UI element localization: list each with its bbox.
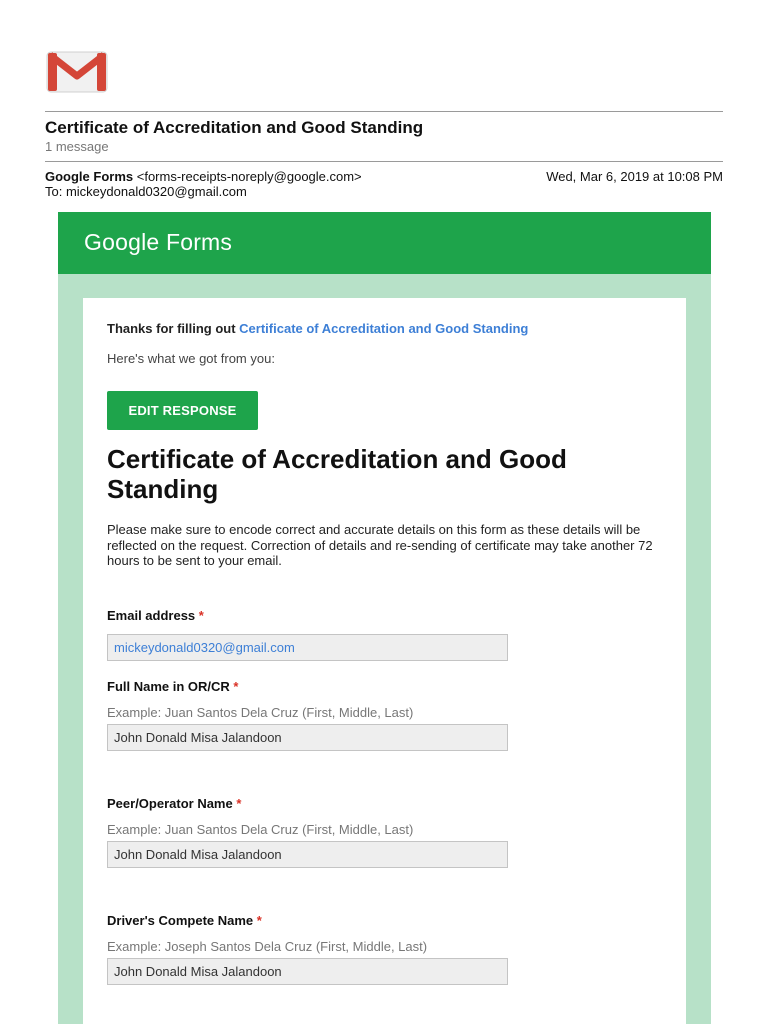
- gmail-envelope-icon: [46, 50, 108, 94]
- answer-box-driver-name: John Donald Misa Jalandoon: [107, 958, 508, 985]
- required-asterisk: *: [256, 913, 262, 928]
- question-label: [107, 913, 262, 928]
- forms-banner: [58, 212, 711, 274]
- form-title: Certificate of Accreditation and Good Standing: [107, 444, 567, 504]
- email-date: Wed, Mar 6, 2019 at 10:08 PM: [546, 169, 723, 184]
- form-description: Please make sure to encode correct and accurate details on this form as these details will be reflected on the request. Correction of details and re-sending of certificate may take another 72 hours to be sent to your email.: [107, 522, 653, 568]
- question-label-text: Full Name in OR/CR: [107, 679, 230, 694]
- message-count: 1 message: [45, 139, 109, 154]
- question-hint: Example: Juan Santos Dela Cruz (First, Middle, Last): [107, 822, 414, 837]
- sender-address: <forms-receipts-noreply@google.com>: [136, 169, 362, 184]
- sender-name: Google Forms: [45, 169, 134, 184]
- question-hint: Example: Juan Santos Dela Cruz (First, Middle, Last): [107, 705, 414, 720]
- question-label: [107, 796, 241, 811]
- required-asterisk: *: [198, 608, 204, 623]
- header-divider: [45, 111, 723, 112]
- got-line: Here's what we got from you:: [107, 351, 275, 366]
- forms-email-frame: [58, 212, 711, 1024]
- question-label-text: Driver's Compete Name: [107, 913, 254, 928]
- edit-response-button[interactable]: EDIT RESPONSE: [107, 391, 258, 430]
- response-card: [83, 298, 686, 1024]
- google-forms-logo: Google Forms: [84, 229, 233, 255]
- question-label-text: Email address: [107, 608, 196, 623]
- question-label: [107, 679, 238, 694]
- thanks-prefix: Thanks for filling out: [107, 321, 236, 336]
- thanks-line: [107, 321, 528, 336]
- required-asterisk: *: [236, 796, 242, 811]
- answer-box-email[interactable]: mickeydonald0320@gmail.com: [107, 634, 508, 661]
- answer-box-full-name: John Donald Misa Jalandoon: [107, 724, 508, 751]
- question-label: [107, 608, 204, 623]
- question-label-text: Peer/Operator Name: [107, 796, 233, 811]
- sender-line: [45, 169, 362, 184]
- subject-divider: [45, 161, 723, 162]
- question-hint: Example: Joseph Santos Dela Cruz (First, Middle, Last): [107, 939, 428, 954]
- recipient-line: To: mickeydonald0320@gmail.com: [45, 184, 247, 199]
- form-link[interactable]: Certificate of Accreditation and Good Standing: [239, 321, 529, 336]
- email-subject: Certificate of Accreditation and Good Standing: [45, 118, 424, 137]
- answer-box-operator-name: John Donald Misa Jalandoon: [107, 841, 508, 868]
- required-asterisk: *: [233, 679, 239, 694]
